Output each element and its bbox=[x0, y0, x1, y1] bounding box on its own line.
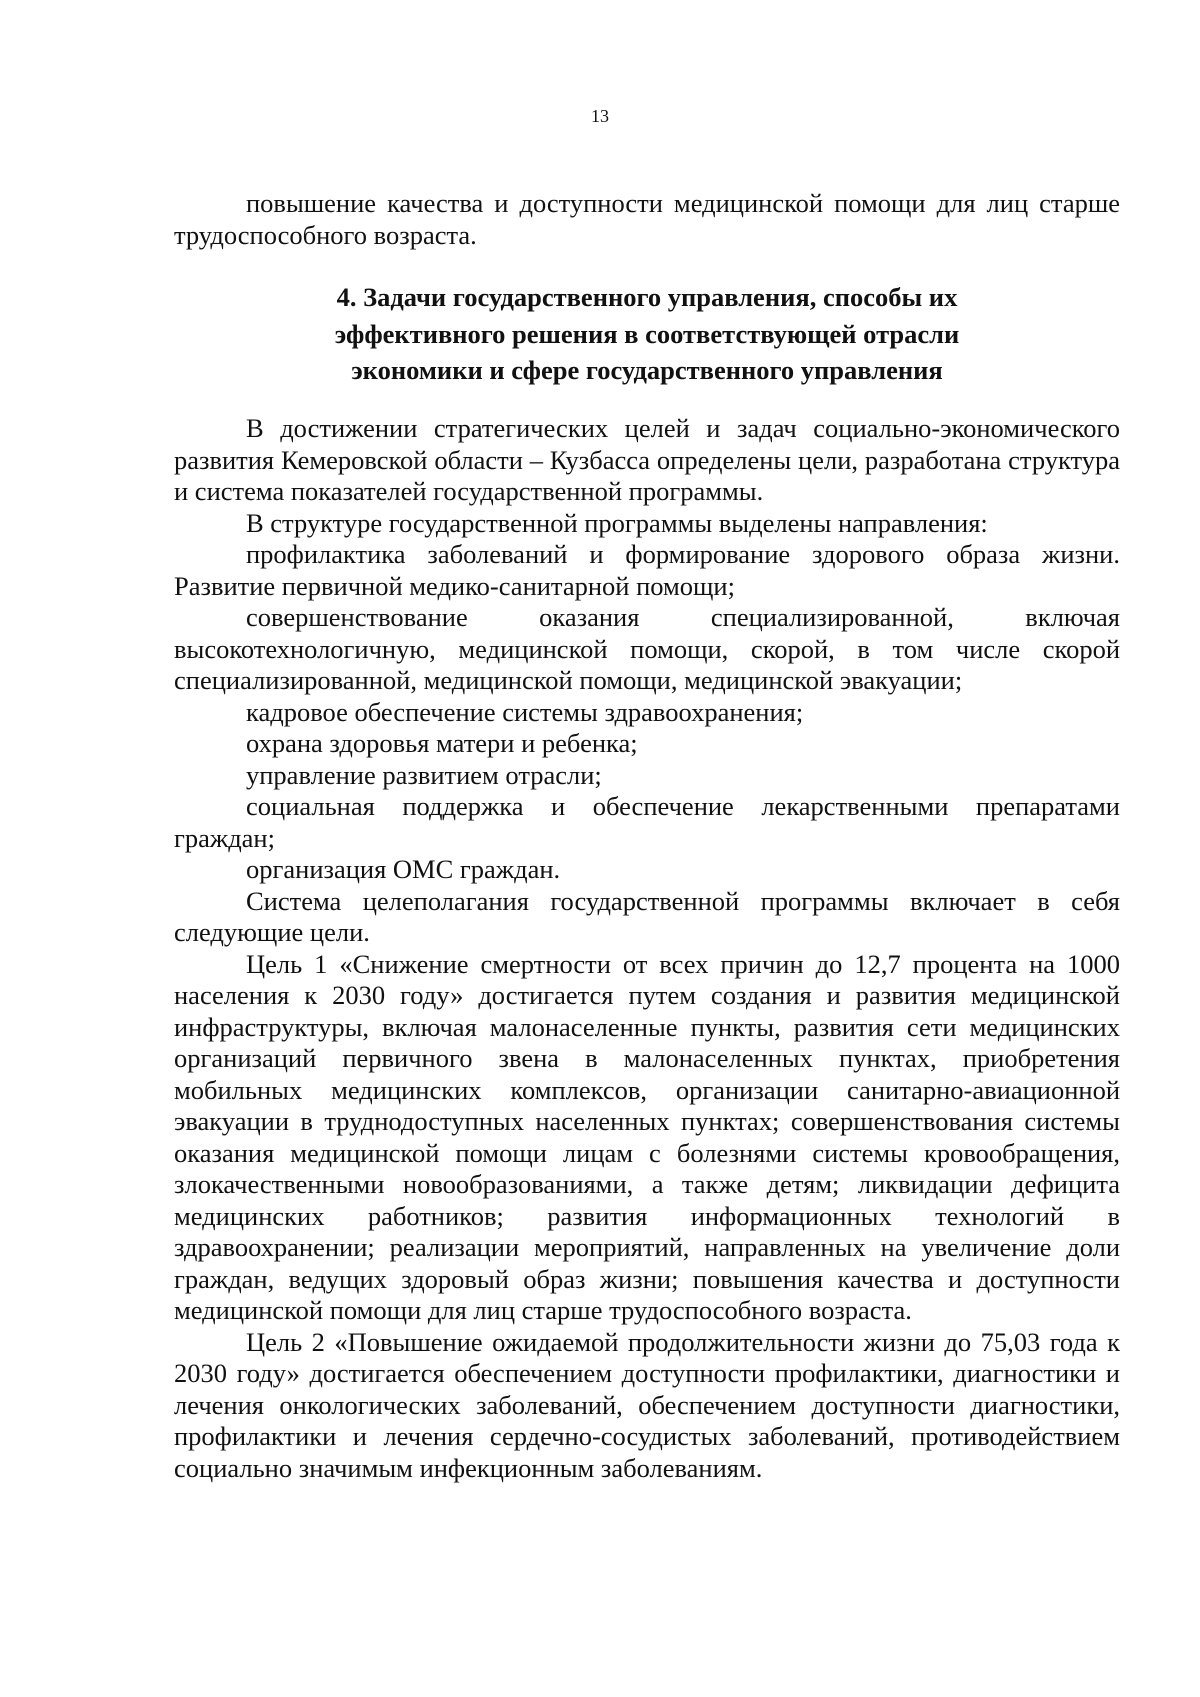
intro-text bbox=[174, 188, 1120, 251]
paragraph: организация ОМС граждан. bbox=[246, 854, 561, 884]
section-body bbox=[174, 413, 1120, 1484]
paragraph: охрана здоровья матери и ребенка; bbox=[246, 728, 638, 758]
paragraph: управление развитием отрасли; bbox=[246, 759, 602, 790]
paragraph: Цель 1 «Снижение смертности от всех причин до 12,7 процента на 1000 населения к 2030 году» достигается путем создания и развития медицинской инфраструктуры, включая малонаселенные пункты, развития сети медицинских организаций первичного звена в малонаселенных пунктах, приобретения мобильных медицинских комплексов, организации санитарно-авиационной эвакуации в труднодоступных населенных пунктах; совершенствования системы оказания медицинской помощи лицам с болезнями системы кровообращения, злокачественными новообразованиями, а также детям; ликвидации дефицита медицинских работников; развития информационных технологий в здравоохранении; реализации мероприятий, направленных на увеличение доли граждан, ведущих здоровый образ жизни; повышения качества и доступности медицинской помощи для лиц старше трудоспособного возраста. bbox=[174, 948, 1120, 1325]
paragraph: повышение качества и доступности медицинской помощи для лиц старше трудоспособного возраста. bbox=[174, 188, 1120, 250]
section-heading-line: экономики и сфере государственного управления bbox=[351, 355, 943, 385]
paragraph: кадровое обеспечение системы здравоохранения; bbox=[246, 696, 804, 727]
paragraph: профилактика заболеваний и формирование здорового образа жизни. Развитие первичной медико-санитарной помощи; bbox=[174, 539, 1120, 601]
paragraph: Система целеполагания государственной программы включает в себя следующие цели. bbox=[174, 885, 1120, 947]
section-heading-line: 4. Задачи государственного управления, способы их bbox=[336, 282, 958, 312]
paragraph: совершенствование оказания специализированной, включая высокотехнологичную, медицинской помощи, скорой, в том числе скорой специализированной, медицинской помощи, медицинской эвакуации; bbox=[174, 602, 1120, 695]
paragraph: Цель 2 «Повышение ожидаемой продолжительности жизни до 75,03 года к 2030 году» достигается обеспечением доступности профилактики, диагностики и лечения онкологических заболеваний, обеспечением доступности диагностики, профилактики и лечения сердечно-сосудистых заболеваний, противодействием социально значимым инфекционным заболеваниям. bbox=[174, 1326, 1120, 1483]
paragraph: В структуре государственной программы выделены направления: bbox=[246, 507, 988, 538]
section-heading-line: эффективного решения в соответствующей отрасли bbox=[334, 318, 960, 349]
page-number: 13 bbox=[591, 106, 609, 126]
section-heading bbox=[174, 279, 1120, 389]
paragraph: социальная поддержка и обеспечение лекарственными препаратами граждан; bbox=[174, 791, 1120, 853]
paragraph: В достижении стратегических целей и задач социально-экономического развития Кемеровской области – Кузбасса определены цели, разработана структура и система показателей государственной программы. bbox=[174, 413, 1120, 506]
